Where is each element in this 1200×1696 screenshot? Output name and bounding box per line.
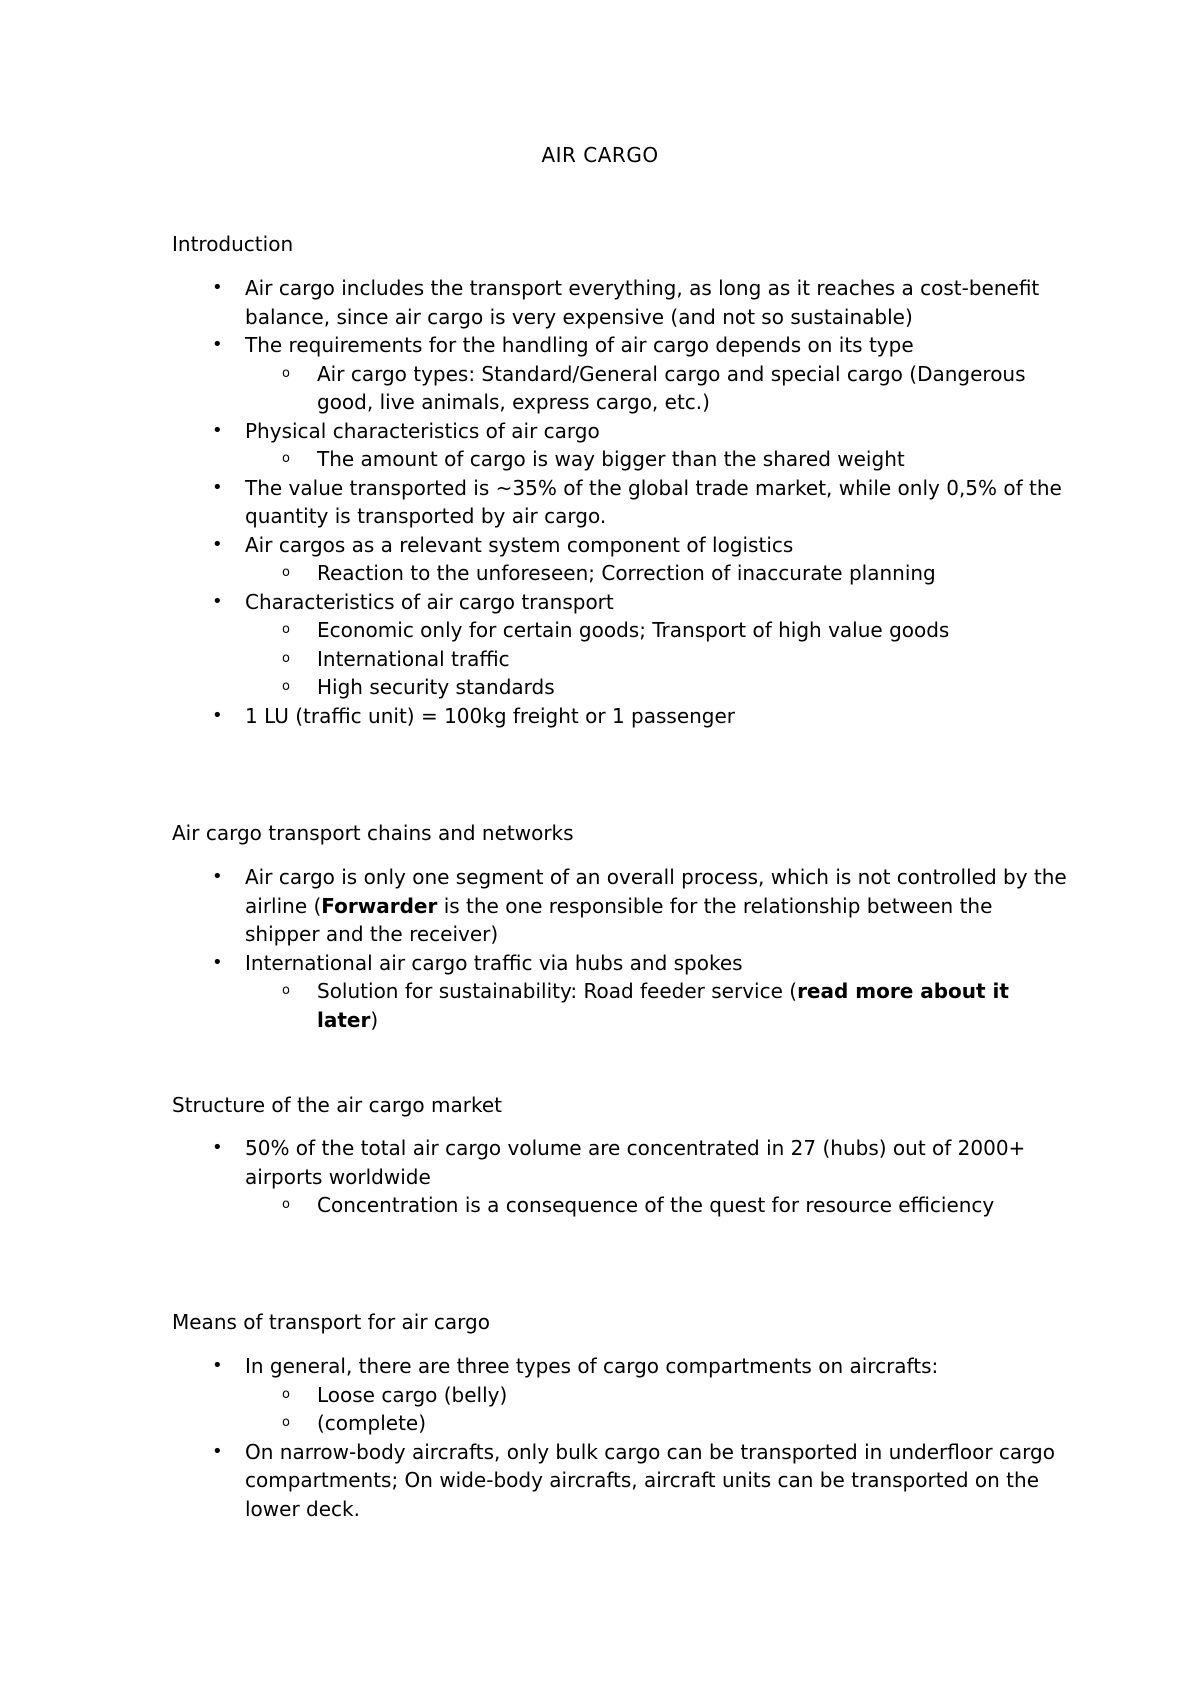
bold-text: Forwarder: [321, 893, 438, 918]
section-heading-introduction: Introduction: [172, 232, 294, 256]
list-item: [172, 331, 1072, 360]
sub-bullet-marker: o: [282, 1415, 290, 1430]
sub-bullet-marker: o: [282, 451, 290, 466]
list-item-text: High security standards: [317, 675, 555, 699]
document-title: AIR CARGO: [541, 143, 659, 167]
text-run: Solution for sustainability: Road feeder service (: [317, 979, 798, 1003]
list-item: [172, 1134, 1072, 1191]
list-item: [172, 474, 1072, 531]
sub-bullet-marker: o: [282, 622, 290, 637]
sub-list-item: [172, 559, 1072, 588]
text-run: Air cargo is only one segment of an overall process, which is not controlled by the airline (: [245, 865, 1067, 918]
list-item: [172, 949, 1072, 978]
sub-list-item: [172, 1409, 1072, 1438]
list-item-text: On narrow-body aircrafts, only bulk cargo can be transported in underfloor cargo compartments; On wide-body aircrafts, aircraft units can be transported on the lower deck.: [245, 1439, 1055, 1521]
sub-list-item: [172, 360, 1072, 417]
text-run: is the one responsible for the relationship between the shipper and the receiver): [245, 893, 993, 946]
sub-bullet-marker: o: [282, 650, 290, 666]
bullet-marker: •: [212, 1137, 223, 1158]
sub-list-item: [172, 645, 1072, 674]
list-item-text: Loose cargo (belly): [317, 1382, 508, 1407]
list-item-text: Air cargo includes the transport everything, as long as it reaches a cost-benefit balance, since air cargo is very expensive (and not so sustainable): [245, 276, 1040, 329]
bullet-marker: •: [212, 419, 223, 441]
bullet-marker: •: [212, 1440, 223, 1462]
list-item-text: Economic only for certain goods; Transport of high value goods: [317, 618, 950, 642]
sub-list-item: [172, 1191, 1072, 1220]
list-item: [172, 417, 1072, 446]
list-item-text: Physical characteristics of air cargo: [245, 418, 600, 443]
list-item: [172, 702, 1072, 731]
sub-bullet-marker: o: [282, 679, 290, 694]
list-item-text: Reaction to the unforeseen; Correction of inaccurate planning: [317, 561, 936, 585]
sub-bullet-marker: o: [282, 365, 290, 381]
sub-list-item: [172, 673, 1072, 702]
list-item-text: The amount of cargo is way bigger than the shared weight: [317, 447, 905, 471]
list-item-text: Air cargo types: Standard/General cargo and special cargo (Dangerous good, live animals, express cargo, etc.): [317, 361, 1026, 414]
bullet-marker: •: [212, 590, 223, 612]
bullet-marker: •: [212, 334, 223, 355]
list-item-text: The value transported is ~35% of the global trade market, while only 0,5% of the quantity is transported by air cargo.: [245, 475, 1062, 528]
bullet-marker: •: [212, 476, 223, 498]
list-item: [172, 1352, 1072, 1381]
section-heading-transport-chains: Air cargo transport chains and networks: [172, 821, 574, 845]
section-list-introduction: [172, 274, 1072, 730]
bold-text: read more about it later: [317, 979, 1009, 1032]
bullet-marker: •: [212, 951, 223, 973]
section-list-transport-chains: [172, 863, 1072, 1034]
list-item-text: [245, 863, 1072, 949]
list-item: [172, 274, 1072, 331]
list-item-text: Air cargos as a relevant system component of logistics: [245, 532, 794, 557]
bullet-marker: •: [212, 277, 223, 298]
list-item-text: International air cargo traffic via hubs and spokes: [245, 950, 743, 975]
list-item-text: (complete): [317, 1411, 427, 1435]
list-item-text: In general, there are three types of cargo compartments on aircrafts:: [245, 1354, 939, 1378]
sub-list-item: [172, 977, 1072, 1034]
list-item: [172, 1438, 1072, 1524]
sub-list-item: [172, 616, 1072, 645]
bullet-marker: •: [212, 533, 223, 555]
sub-list-item: [172, 445, 1072, 474]
section-list-means-of-transport: [172, 1352, 1072, 1523]
sub-bullet-marker: o: [282, 565, 290, 580]
list-item-text: 50% of the total air cargo volume are concentrated in 27 (hubs) out of 2000+ airports worldwide: [245, 1136, 1026, 1189]
list-item-text: International traffic: [317, 646, 510, 671]
bullet-marker: •: [212, 704, 223, 726]
bullet-marker: •: [212, 1355, 223, 1376]
list-item-text: Concentration is a consequence of the quest for resource efficiency: [317, 1193, 995, 1217]
bullet-marker: •: [212, 866, 223, 887]
list-item-text: 1 LU (traffic unit) = 100kg freight or 1 passenger: [245, 703, 736, 728]
text-run: ): [370, 1007, 379, 1032]
list-item: [172, 863, 1072, 949]
list-item-text: The requirements for the handling of air cargo depends on its type: [245, 333, 914, 357]
section-list-market-structure: [172, 1134, 1072, 1220]
list-item: [172, 531, 1072, 560]
sub-list-item: [172, 1381, 1072, 1410]
sub-bullet-marker: o: [282, 983, 290, 998]
list-item-text: [317, 977, 1072, 1034]
section-heading-means-of-transport: Means of transport for air cargo: [172, 1310, 490, 1334]
list-item: [172, 588, 1072, 617]
list-item-text: Characteristics of air cargo transport: [245, 589, 614, 614]
sub-bullet-marker: o: [282, 1197, 290, 1212]
section-heading-market-structure: Structure of the air cargo market: [172, 1093, 502, 1117]
sub-bullet-marker: o: [282, 1386, 290, 1402]
